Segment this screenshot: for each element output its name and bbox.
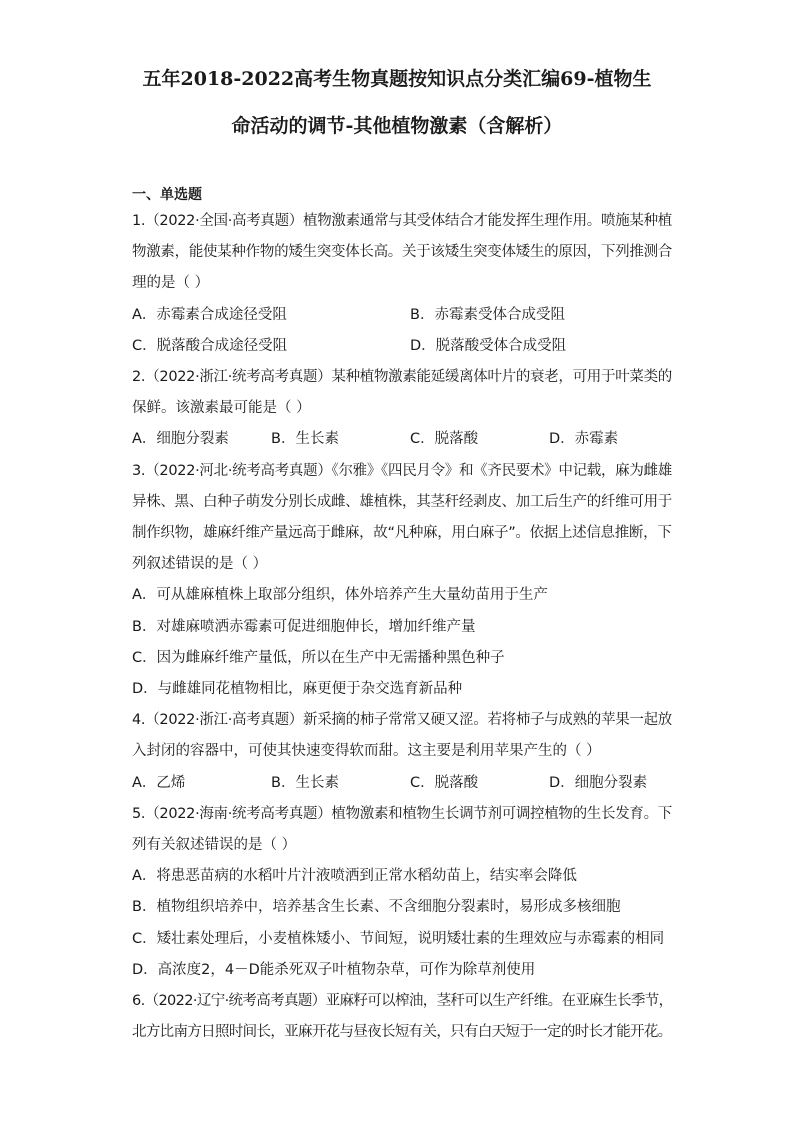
question-1-line-3: 理的是（ ） bbox=[132, 275, 210, 291]
question-3-line-2: 异株、黑、白种子萌发分别长成雌、雄植株，其茎秆经剥皮、加工后生产的纤维可用于 bbox=[132, 494, 672, 510]
question-1-option-c: C．脱落酸合成途径受阻 bbox=[132, 338, 288, 354]
section-heading: 一、单选题 bbox=[132, 187, 202, 203]
question-4-line-2: 入封闭的容器中，可使其快速变得软而甜。这主要是利用苹果产生的（ ） bbox=[132, 743, 601, 759]
question-5-option-a: A．将患恶苗病的水稻叶片汁液喷洒到正常水稻幼苗上，结实率会降低 bbox=[132, 868, 577, 884]
question-5-line-2: 列有关叙述错误的是（ ） bbox=[132, 837, 297, 853]
document-title-line-1: 五年2018-2022高考生物真题按知识点分类汇编69-植物生 bbox=[142, 68, 652, 90]
question-4-line-1: 4.（2022·浙江·高考真题）新采摘的柿子常常又硬又涩。若将柿子与成熟的苹果一起放 bbox=[132, 712, 672, 728]
question-2-option-a: A．细胞分裂素 bbox=[132, 431, 229, 447]
question-3-line-3: 制作织物，雄麻纤维产量远高于雌麻，故“凡种麻，用白麻子”。依据上述信息推断，下 bbox=[132, 525, 672, 541]
question-6-line-1: 6.（2022·辽宁·统考高考真题）亚麻籽可以榨油，茎秆可以生产纤维。在亚麻生长季节， bbox=[132, 993, 673, 1009]
question-4-option-a: A．乙烯 bbox=[132, 775, 186, 791]
question-1-line-2: 物激素，能使某种作物的矮生突变体长高。关于该矮生突变体矮生的原因，下列推测合 bbox=[132, 244, 672, 260]
question-3-line-1: 3.（2022·河北·统考高考真题）《尔雅》《四民月令》和《齐民要术》中记载，麻为雌雄 bbox=[132, 463, 672, 479]
question-5-line-1: 5.（2022·海南·统考高考真题）植物激素和植物生长调节剂可调控植物的生长发育。下 bbox=[132, 806, 672, 822]
question-3-option-d: D．与雌雄同花植物相比，麻更便于杂交选育新品种 bbox=[132, 681, 463, 697]
question-6-line-2: 北方比南方日照时间长，亚麻开花与昼夜长短有关，只有白天短于一定的时长才能开花。 bbox=[132, 1024, 672, 1040]
question-1-option-a: A．赤霉素合成途径受阻 bbox=[132, 307, 287, 323]
question-2-line-2: 保鲜。该激素最可能是（ ） bbox=[132, 400, 311, 416]
question-2-line-1: 2.（2022·浙江·统考高考真题）某种植物激素能延缓离体叶片的衰老，可用于叶菜类的 bbox=[132, 369, 672, 385]
question-1-option-b: B．赤霉素受体合成受阻 bbox=[410, 307, 565, 323]
question-1-line-1: 1.（2022·全国·高考真题）植物激素通常与其受体结合才能发挥生理作用。喷施某种植 bbox=[132, 213, 672, 229]
question-3-option-b: B．对雄麻喷洒赤霉素可促进细胞伸长，增加纤维产量 bbox=[132, 619, 476, 635]
question-4-option-c: C．脱落酸 bbox=[410, 775, 479, 791]
question-3-option-a: A．可从雄麻植株上取部分组织，体外培养产生大量幼苗用于生产 bbox=[132, 587, 548, 603]
question-2-option-b: B．生长素 bbox=[271, 431, 339, 447]
question-5-option-c: C．矮壮素处理后，小麦植株矮小、节间短，说明矮壮素的生理效应与赤霉素的相同 bbox=[132, 931, 665, 947]
question-5-option-b: B．植物组织培养中，培养基含生长素、不含细胞分裂素时，易形成多核细胞 bbox=[132, 899, 621, 915]
question-4-option-b: B．生长素 bbox=[271, 775, 339, 791]
question-3-line-4: 列叙述错误的是（ ） bbox=[132, 556, 268, 572]
question-2-option-d: D．赤霉素 bbox=[549, 431, 619, 447]
question-3-option-c: C．因为雌麻纤维产量低，所以在生产中无需播种黑色种子 bbox=[132, 650, 505, 666]
question-1-option-d: D．脱落酸受体合成受阻 bbox=[410, 338, 567, 354]
question-2-option-c: C．脱落酸 bbox=[410, 431, 479, 447]
document-title-line-2: 命活动的调节-其他植物激素（含解析） bbox=[231, 115, 563, 137]
question-5-option-d: D．高浓度2，4－D能杀死双子叶植物杂草，可作为除草剂使用 bbox=[132, 962, 536, 978]
question-4-option-d: D．细胞分裂素 bbox=[549, 775, 648, 791]
